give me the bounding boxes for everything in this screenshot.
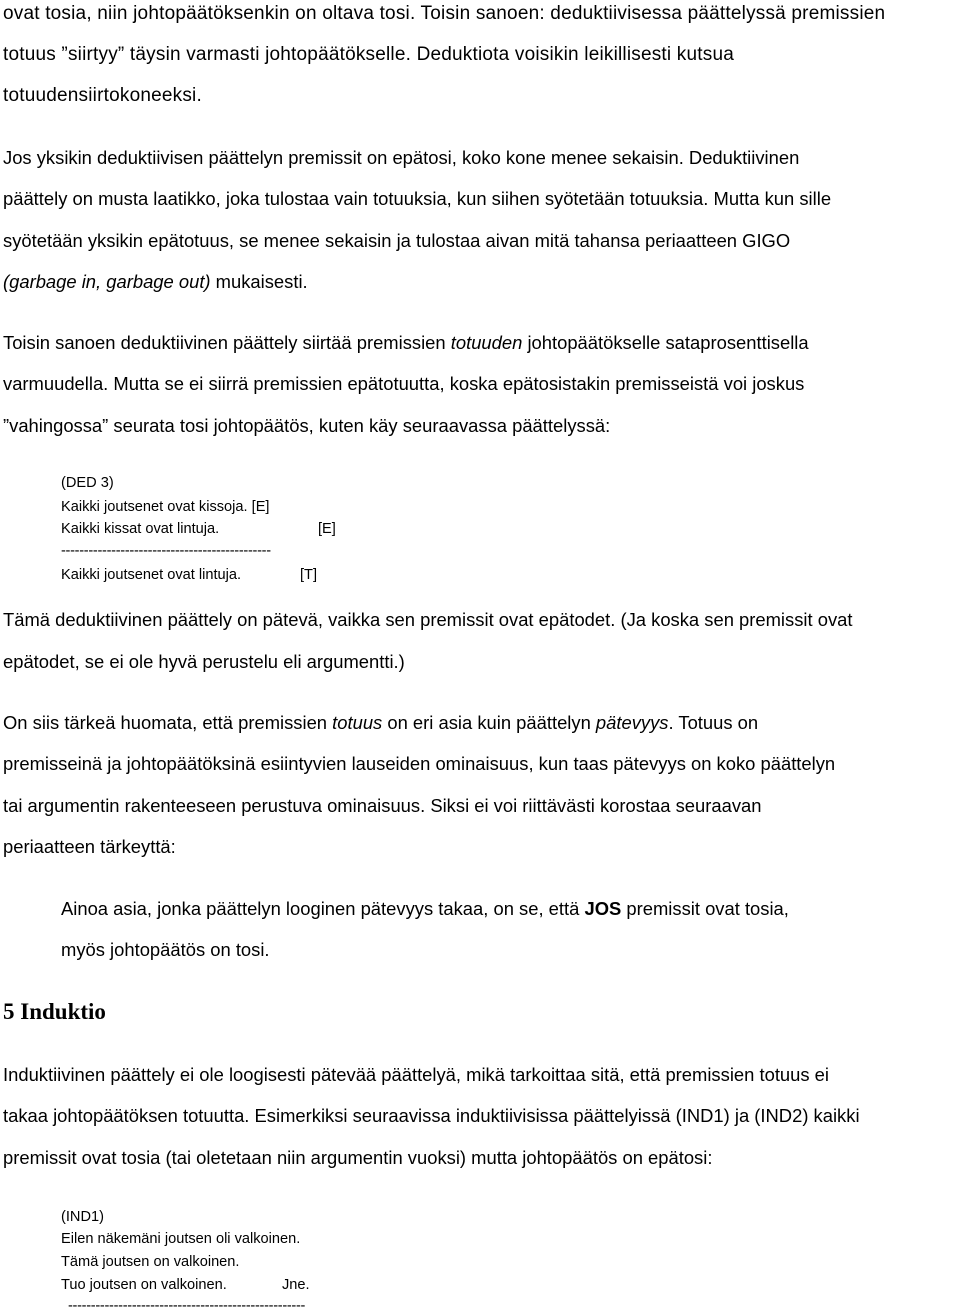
gigo-italic-phrase: (garbage in, garbage out): [3, 271, 211, 292]
ded3-premise-2-tag: [E]: [318, 521, 336, 537]
ded3-divider: ----------------------------------------------: [61, 543, 271, 559]
induction-line-1: Induktiivinen päättely ei ole loogisesti pätevää päättelyä, mikä tarkoittaa sitä, että premissien totuus ei: [3, 1064, 829, 1085]
important-line-4: periaatteen tärkeyttä:: [3, 836, 176, 857]
principle-line-1-b: premissit ovat tosia,: [621, 898, 789, 919]
ded3-conclusion-tag: [T]: [300, 567, 318, 583]
ind1-premise-3-tag: Jne.: [282, 1277, 310, 1293]
gigo-line-4-rest: mukaisesti.: [210, 271, 308, 292]
ded3-premise-1: [61, 498, 269, 516]
ded3-label: (DED 3): [61, 475, 114, 491]
section-heading: 5 Induktio: [3, 999, 106, 1024]
ind1-premise-2: Tämä joutsen on valkoinen.: [61, 1254, 240, 1270]
ded3-premise-2: [61, 520, 219, 538]
ded3-premise-1-text: Kaikki joutsenet ovat kissoja.: [61, 499, 248, 515]
important-italic-truth: totuus: [332, 712, 383, 733]
ind1-premise-1: Eilen näkemäni joutsen oli valkoinen.: [61, 1231, 301, 1247]
gigo-line-3: syötetään yksikin epätotuus, se menee sekaisin ja tulostaa aivan mitä tahansa periaatteen GIGO: [3, 230, 791, 251]
truth-line-1: [3, 331, 809, 355]
ind1-premise-3-text: Tuo joutsen on valkoinen.: [61, 1277, 227, 1293]
truth-italic-word: totuuden: [450, 332, 523, 353]
intro-line-2: totuus ”siirtyy” täysin varmasti johtopäätökselle. Deduktiota voisikin leikillisesti kutsua: [3, 44, 734, 65]
intro-line-1: ovat tosia, niin johtopäätöksenkin on oltava tosi. Toisin sanoen: deduktiivisessa päättelyssä premissien: [3, 3, 886, 24]
principle-line-2: myös johtopäätös on tosi.: [61, 939, 270, 960]
intro-line-3: totuudensiirtokoneeksi.: [3, 85, 202, 106]
ind1-premise-3: [61, 1276, 227, 1294]
important-line-1-a: On siis tärkeä huomata, että premissien: [3, 712, 333, 733]
principle-bold-if: JOS: [584, 898, 622, 919]
gigo-line-4: [3, 270, 308, 294]
truth-line-3: ”vahingossa” seurata tosi johtopäätös, kuten käy seuraavassa päättelyssä:: [3, 415, 611, 436]
important-italic-validity: pätevyys: [595, 712, 669, 733]
valid-line-2: epätodet, se ei ole hyvä perustelu eli argumentti.): [3, 651, 405, 672]
gigo-line-2: päättely on musta laatikko, joka tulostaa vain totuuksia, kun siihen syötetään totuuksia. Mutta kun sille: [3, 188, 832, 209]
induction-line-3: premissit ovat tosia (tai oletetaan niin argumentin vuoksi) mutta johtopäätös on epätosi:: [3, 1147, 713, 1168]
truth-line-2: varmuudella. Mutta se ei siirrä premissien epätotuutta, koska epätosistakin premisseistä voi joskus: [3, 373, 805, 394]
truth-line-1-a: Toisin sanoen deduktiivinen päättely siirtää premissien: [3, 332, 451, 353]
gigo-line-1: Jos yksikin deduktiivisen päättelyn premissit on epätosi, koko kone menee sekaisin. Deduktiivinen: [3, 147, 800, 168]
important-line-1: [3, 711, 758, 735]
ded3-premise-2-text: Kaikki kissat ovat lintuja.: [61, 521, 220, 537]
important-line-3: tai argumentin rakenteeseen perustuva ominaisuus. Siksi ei voi riittävästi korostaa seuraavan: [3, 795, 762, 816]
principle-line-1-a: Ainoa asia, jonka päättelyn looginen pätevyys takaa, on se, että: [61, 898, 585, 919]
important-line-1-b: on eri asia kuin päättelyn: [382, 712, 596, 733]
important-line-1-c: . Totuus on: [668, 712, 759, 733]
ded3-conclusion: [61, 566, 241, 584]
ind1-divider: ----------------------------------------------------: [68, 1298, 306, 1314]
ded3-conclusion-text: Kaikki joutsenet ovat lintuja.: [61, 567, 242, 583]
ded3-premise-1-tag: [E]: [251, 499, 270, 515]
important-line-2: premisseinä ja johtopäätöksinä esiintyvien lauseiden ominaisuus, kun taas pätevyys on koko päättelyn: [3, 753, 836, 774]
valid-line-1: Tämä deduktiivinen päättely on pätevä, vaikka sen premissit ovat epätodet. (Ja koska sen premissit ovat: [3, 609, 853, 630]
principle-line-1: [61, 897, 789, 921]
ind1-label: (IND1): [61, 1209, 104, 1225]
truth-line-1-b: johtopäätökselle sataprosenttisella: [522, 332, 809, 353]
induction-line-2: takaa johtopäätöksen totuutta. Esimerkiksi seuraavissa induktiivisissa päättelyissä (IND1) ja (IND2) kaikki: [3, 1105, 860, 1126]
